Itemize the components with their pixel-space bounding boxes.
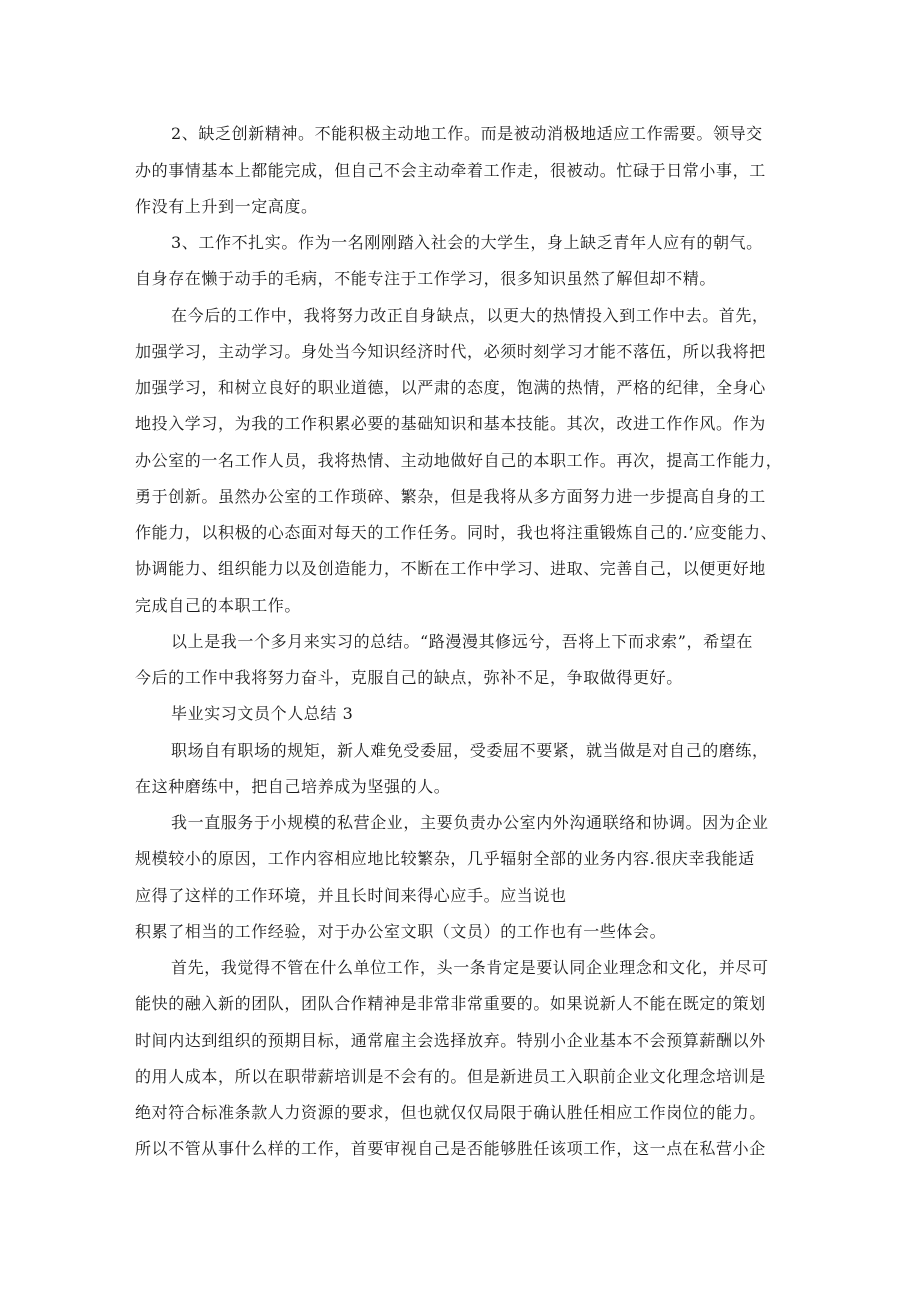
text-line: 职场自有职场的规矩，新人难免受委屈，受委屈不要紧，就当做是对自己的磨练，	[171, 741, 769, 760]
text-line: 作没有上升到一定高度。	[135, 197, 318, 216]
text-line: 时间内达到组织的预期目标，通常雇主会选择放弃。特别小企业基本不会预算薪酬以外	[135, 1031, 766, 1050]
text-line: 完成自己的本职工作。	[135, 596, 302, 615]
text-line: 能快的融入新的团队，团队合作精神是非常非常重要的。如果说新人不能在既定的策划	[135, 994, 766, 1013]
text-line: 3、工作不扎实。作为一名刚刚踏入社会的大学生，身上缺乏青年人应有的朝气。	[171, 233, 763, 252]
text-line: 勇于创新。虽然办公室的工作琐碎、繁杂，但是我将从多方面努力进一步提高自身的工	[135, 487, 766, 506]
text-line: 首先，我觉得不管在什么单位工作，头一条肯定是要认同企业理念和文化，并尽可	[171, 958, 769, 977]
text-line: 办的事情基本上都能完成，但自己不会主动牵着工作走，很被动。忙碌于日常小事，工	[135, 161, 766, 180]
text-line: 绝对符合标准条款人力资源的要求，但也就仅仅局限于确认胜任相应工作岗位的能力。	[135, 1103, 766, 1122]
text-line: 办公室的一名工作人员，我将热情、主动地做好自己的本职工作。再次，提高工作能力，	[135, 451, 783, 470]
text-line: 在这种磨练中，把自己培养成为坚强的人。	[135, 777, 451, 796]
text-line: 我一直服务于小规模的私营企业，主要负责办公室内外沟通联络和协调。因为企业	[171, 813, 769, 832]
text-line: 加强学习，和树立良好的职业道德，以严肃的态度，饱满的热情，严格的纪律，全身心	[135, 378, 766, 397]
text-line: 作能力，以积极的心态面对每天的工作任务。同时，我也将注重锻炼自己的.’应变能力、	[135, 523, 778, 542]
text-line: 2、缺乏创新精神。不能积极主动地工作。而是被动消极地适应工作需要。领导交	[171, 124, 763, 143]
text-line: 今后的工作中我将努力奋斗，克服自己的缺点，弥补不足，争取做得更好。	[135, 668, 683, 687]
text-line: 以上是我一个多月来实习的总结。“路漫漫其修远兮，吾将上下而求索”，希望在	[171, 632, 753, 651]
text-line: 的用人成本，所以在职带薪培训是不会有的。但是新进员工入职前企业文化理念培训是	[135, 1067, 766, 1086]
text-line: 地投入学习，为我的工作积累必要的基础知识和基本技能。其次，改进工作作风。作为	[135, 414, 766, 433]
text-line: 规模较小的原因，工作内容相应地比较繁杂，几乎辐射全部的业务内容.很庆幸我能适	[135, 849, 755, 868]
text-line: 加强学习，主动学习。身处当今知识经济时代，必须时刻学习才能不落伍，所以我将把	[135, 342, 766, 361]
text-line: 应得了这样的工作环境，并且长时间来得心应手。应当说也	[135, 886, 567, 905]
text-line: 自身存在懒于动手的毛病，不能专注于工作学习，很多知识虽然了解但却不精。	[135, 269, 717, 288]
section-heading: 毕业实习文员个人总结 3	[171, 704, 354, 723]
text-line: 积累了相当的工作经验，对于办公室文职（文员）的工作也有一些体会。	[135, 922, 667, 941]
text-line: 所以不管从事什么样的工作，首要审视自己是否能够胜任该项工作，这一点在私营小企	[135, 1139, 766, 1158]
text-line: 协调能力、组织能力以及创造能力，不断在工作中学习、进取、完善自己，以便更好地	[135, 559, 766, 578]
text-line: 在今后的工作中，我将努力改正自身缺点，以更大的热情投入到工作中去。首先，	[171, 306, 769, 325]
